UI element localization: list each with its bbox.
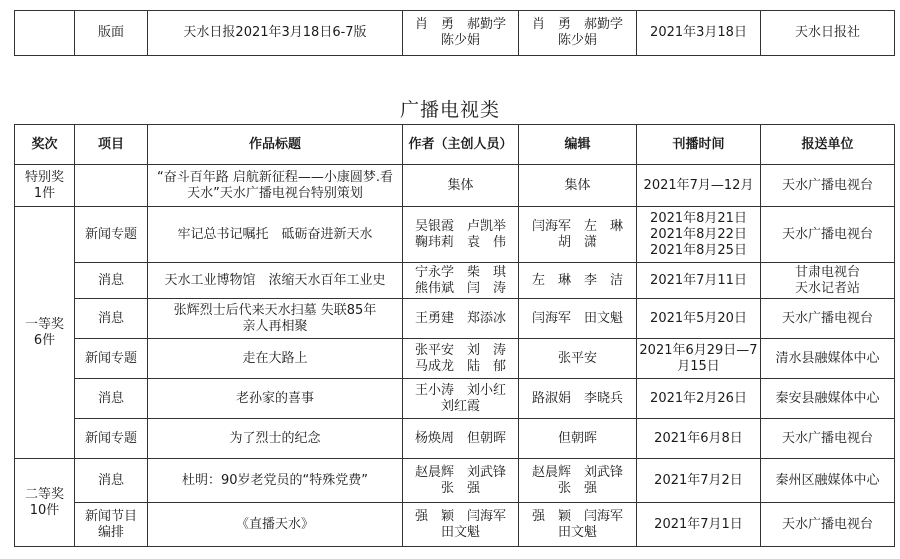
cell-date: 2021年7月2日 (637, 459, 761, 503)
cell-editors: 左 琳 李 洁 (519, 263, 637, 299)
cell-category: 版面 (75, 11, 148, 56)
cell-unit: 天水广播电视台 (761, 207, 895, 263)
cell-title: 《直播天水》 (148, 503, 403, 547)
cell-category (75, 165, 148, 207)
cell-category: 新闻专题 (75, 207, 148, 263)
table-row (15, 165, 895, 207)
cell-title: 天水日报2021年3月18日6-7版 (148, 11, 403, 56)
cell-authors: 王小涛 刘小红 刘红霞 (403, 379, 519, 419)
cell-category: 消息 (75, 263, 148, 299)
cell-category: 消息 (75, 379, 148, 419)
cell-title: 为了烈士的纪念 (148, 419, 403, 459)
header-award: 奖次 (15, 125, 75, 165)
cell-authors: 赵晨辉 刘武锋 张 强 (403, 459, 519, 503)
cell-unit: 秦安县融媒体中心 (761, 379, 895, 419)
cell-authors: 张平安 刘 涛 马成龙 陆 郁 (403, 339, 519, 379)
table-row (15, 459, 895, 503)
cell-editors: 强 颖 闫海军 田文魁 (519, 503, 637, 547)
cell-unit: 天水广播电视台 (761, 419, 895, 459)
cell-title: “奋斗百年路 启航新征程——小康圆梦.看 天水”天水广播电视台特别策划 (148, 165, 403, 207)
cell-category: 新闻专题 (75, 339, 148, 379)
cell-unit: 天水广播电视台 (761, 165, 895, 207)
table-row (15, 207, 895, 263)
table-row (15, 299, 895, 339)
table-row (15, 379, 895, 419)
cell-title: 张辉烈士后代来天水扫墓 失联85年 亲人再相聚 (148, 299, 403, 339)
cell-category: 消息 (75, 299, 148, 339)
broadcast-awards-table (14, 124, 895, 547)
cell-unit: 天水广播电视台 (761, 503, 895, 547)
cell-award (15, 11, 75, 56)
cell-editors: 闫海军 田文魁 (519, 299, 637, 339)
table-row (15, 419, 895, 459)
cell-date: 2021年7月1日 (637, 503, 761, 547)
cell-editors: 闫海军 左 琳 胡 潇 (519, 207, 637, 263)
header-category: 项目 (75, 125, 148, 165)
cell-unit: 清水县融媒体中心 (761, 339, 895, 379)
header-date: 刊播时间 (637, 125, 761, 165)
cell-award: 一等奖 6件 (15, 207, 75, 459)
cell-authors: 吴银霞 卢凯举 鞠玮莉 袁 伟 (403, 207, 519, 263)
cell-editors: 但朝晖 (519, 419, 637, 459)
table-row (15, 263, 895, 299)
cell-authors: 肖 勇 郝勤学 陈少娟 (403, 11, 519, 56)
cell-title: 走在大路上 (148, 339, 403, 379)
cell-unit: 天水日报社 (761, 11, 895, 56)
cell-award: 特别奖 1件 (15, 165, 75, 207)
cell-editors: 集体 (519, 165, 637, 207)
header-row (15, 125, 895, 165)
cell-title: 杜明：90岁老党员的“特殊党费” (148, 459, 403, 503)
section-title: 广播电视类 (399, 99, 500, 121)
cell-authors: 杨焕周 但朝晖 (403, 419, 519, 459)
cell-date: 2021年2月26日 (637, 379, 761, 419)
cell-title: 老孙家的喜事 (148, 379, 403, 419)
cell-date: 2021年5月20日 (637, 299, 761, 339)
cell-editors: 张平安 (519, 339, 637, 379)
previous-section-table (14, 10, 895, 56)
table-row (15, 503, 895, 547)
header-authors: 作者（主创人员） (403, 125, 519, 165)
cell-unit: 甘肃电视台 天水记者站 (761, 263, 895, 299)
cell-editors: 路淑娟 李晓兵 (519, 379, 637, 419)
cell-award: 二等奖 10件 (15, 459, 75, 547)
cell-category: 新闻专题 (75, 419, 148, 459)
cell-title: 天水工业博物馆 浓缩天水百年工业史 (148, 263, 403, 299)
cell-unit: 秦州区融媒体中心 (761, 459, 895, 503)
cell-title: 牢记总书记嘱托 砥砺奋进新天水 (148, 207, 403, 263)
cell-date: 2021年8月21日 2021年8月22日 2021年8月25日 (637, 207, 761, 263)
cell-authors: 宁永学 柴 琪 熊伟斌 闫 涛 (403, 263, 519, 299)
cell-date: 2021年7月11日 (637, 263, 761, 299)
cell-date: 2021年3月18日 (637, 11, 761, 56)
cell-unit: 天水广播电视台 (761, 299, 895, 339)
table-body (15, 165, 895, 547)
cell-editors: 肖 勇 郝勤学 陈少娟 (519, 11, 637, 56)
header-unit: 报送单位 (761, 125, 895, 165)
table-row (15, 11, 895, 56)
cell-category: 新闻节目 编排 (75, 503, 148, 547)
header-editors: 编辑 (519, 125, 637, 165)
table-row (15, 339, 895, 379)
cell-date: 2021年6月29日—7 月15日 (637, 339, 761, 379)
cell-authors: 强 颖 闫海军 田文魁 (403, 503, 519, 547)
cell-editors: 赵晨辉 刘武锋 张 强 (519, 459, 637, 503)
cell-date: 2021年7月—12月 (637, 165, 761, 207)
cell-authors: 集体 (403, 165, 519, 207)
cell-date: 2021年6月8日 (637, 419, 761, 459)
header-title: 作品标题 (148, 125, 403, 165)
cell-authors: 王勇建 郑添冰 (403, 299, 519, 339)
cell-category: 消息 (75, 459, 148, 503)
